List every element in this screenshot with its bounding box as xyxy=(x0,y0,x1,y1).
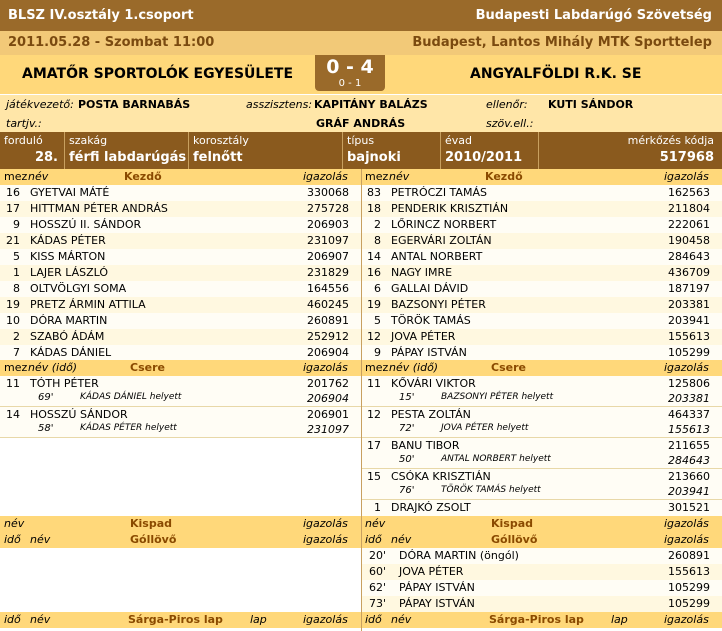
home-starter-row xyxy=(0,329,361,345)
assistant-label: asszisztens: xyxy=(246,98,313,111)
away-starter-row xyxy=(361,217,722,233)
goal-scorer: PÁPAY ISTVÁN xyxy=(399,597,475,610)
szovell-label: szöv.ell.: xyxy=(486,117,534,130)
col-mez: mez xyxy=(365,170,389,183)
assistant2-name: GRÁF ANDRÁS xyxy=(316,117,406,130)
player-name: HOSSZÚ II. SÁNDOR xyxy=(30,218,142,231)
home-starter-row xyxy=(0,249,361,265)
player-id: 203381 xyxy=(668,298,710,311)
col-first: név xyxy=(365,517,386,530)
player-number: 14 xyxy=(367,250,381,263)
player-number: 8 xyxy=(374,234,381,247)
player-number: 8 xyxy=(13,282,20,295)
player-number: 19 xyxy=(367,298,381,311)
title-bar xyxy=(0,0,722,31)
section-title: Sárga-Piros lap xyxy=(489,613,584,626)
player-id: 187197 xyxy=(668,282,710,295)
goal-scorer: DÓRA MARTIN (öngól) xyxy=(399,549,519,562)
player-name: TÓTH PÉTER xyxy=(30,377,99,390)
section-title: Góllövő xyxy=(491,533,538,546)
replaced-id: 155613 xyxy=(668,423,710,436)
column-divider xyxy=(361,169,362,631)
player-name: PRETZ ÁRMIN ATTILA xyxy=(30,298,146,311)
player-id: 222061 xyxy=(668,218,710,231)
col-name-time: név (idő) xyxy=(28,361,78,374)
col-first: idő xyxy=(365,533,382,546)
away-sub-row xyxy=(361,438,722,469)
federation-name: Budapesti Labdarúgó Szövetség xyxy=(475,8,712,23)
replaced-id: 203381 xyxy=(668,392,710,405)
assistant1-name: KAPITÁNY BALÁZS xyxy=(314,98,428,111)
replaced-id: 203941 xyxy=(668,485,710,498)
player-number: 11 xyxy=(367,377,381,390)
round-value: 28. xyxy=(34,150,58,165)
col-id: igazolás xyxy=(303,533,348,546)
player-id: 162563 xyxy=(668,186,710,199)
home-header-row xyxy=(0,169,361,185)
replaced-player: KÁDAS DÁNIEL helyett xyxy=(80,392,182,402)
player-name: GALLAI DÁVID xyxy=(391,282,469,295)
player-id: 275728 xyxy=(307,202,349,215)
info-code xyxy=(538,132,722,169)
player-id: 260891 xyxy=(668,549,710,562)
col-id: igazolás xyxy=(303,361,348,374)
away-header-row xyxy=(361,169,722,185)
replaced-id: 231097 xyxy=(307,423,349,436)
col-id: igazolás xyxy=(664,361,709,374)
away-starter-row xyxy=(361,281,722,297)
col-id: igazolás xyxy=(664,517,709,530)
info-type xyxy=(342,132,440,169)
col-first: név xyxy=(4,517,25,530)
player-name: BANU TIBOR xyxy=(391,439,460,452)
player-id: 206901 xyxy=(307,408,349,421)
player-name: BAZSONYI PÉTER xyxy=(391,298,486,311)
age-label: korosztály xyxy=(193,134,249,147)
away-starter-row xyxy=(361,249,722,265)
player-name: TÖRÖK TAMÁS xyxy=(391,314,471,327)
home-team: AMATŐR SPORTOLÓK EGYESÜLETE xyxy=(22,66,294,82)
col-name: név xyxy=(391,613,412,626)
away-goal-row xyxy=(361,580,722,596)
player-number: 12 xyxy=(367,408,381,421)
player-number: 5 xyxy=(13,250,20,263)
col-name: név xyxy=(28,170,49,183)
player-number: 2 xyxy=(13,330,20,343)
sub-minute: 58' xyxy=(38,423,54,434)
branch-label: szakág xyxy=(69,134,108,147)
player-name: PENDERIK KRISZTIÁN xyxy=(391,202,509,215)
player-name: HOSSZÚ SÁNDOR xyxy=(30,408,128,421)
player-id: 190458 xyxy=(668,234,710,247)
replaced-player: KÁDAS PÉTER helyett xyxy=(80,423,177,433)
player-id: 301521 xyxy=(668,501,710,514)
league-name: BLSZ IV.osztály 1.csoport xyxy=(8,8,194,23)
section-title: Góllövő xyxy=(130,533,177,546)
player-id: 105299 xyxy=(668,597,710,610)
player-name: PETRÓCZI TAMÁS xyxy=(391,186,487,199)
match-info-bar xyxy=(0,132,722,169)
away-sub-row xyxy=(361,376,722,407)
player-id: 203941 xyxy=(668,314,710,327)
col-id: igazolás xyxy=(664,170,709,183)
player-id: 206907 xyxy=(307,250,349,263)
match-venue: Budapest, Lantos Mihály MTK Sporttelep xyxy=(412,35,712,50)
info-season xyxy=(440,132,538,169)
home-starter-row xyxy=(0,313,361,329)
player-id: 155613 xyxy=(668,330,710,343)
col-mez: mez xyxy=(4,170,28,183)
away-goal-row xyxy=(361,564,722,580)
home-starter-row xyxy=(0,297,361,313)
player-id: 164556 xyxy=(307,282,349,295)
player-number: 18 xyxy=(367,202,381,215)
info-branch xyxy=(64,132,188,169)
away-bench-row xyxy=(361,500,722,516)
controller-name: KUTI SÁNDOR xyxy=(548,98,634,111)
away-starter-row xyxy=(361,297,722,313)
player-name: LAJER LÁSZLÓ xyxy=(30,266,109,279)
home-starter-row xyxy=(0,281,361,297)
player-number: 19 xyxy=(6,298,20,311)
player-id: 105299 xyxy=(668,581,710,594)
player-name: NAGY IMRE xyxy=(391,266,453,279)
referee-label: játékvezető: xyxy=(6,98,74,111)
player-name: PESTA ZOLTÁN xyxy=(391,408,471,421)
replaced-player: ANTAL NORBERT helyett xyxy=(441,454,551,464)
away-starter-row xyxy=(361,233,722,249)
away-sub-row xyxy=(361,407,722,438)
home-subs-header xyxy=(0,360,361,376)
col-name: név xyxy=(391,533,412,546)
section-title: Kispad xyxy=(491,517,534,530)
replaced-player: JOVA PÉTER helyett xyxy=(441,423,529,433)
col-name-time: név (idő) xyxy=(389,361,439,374)
player-number: 2 xyxy=(374,218,381,231)
home-starter-row xyxy=(0,201,361,217)
halftime-score: 0 - 1 xyxy=(338,78,362,89)
col-id: igazolás xyxy=(664,613,709,626)
col-mez: mez xyxy=(365,361,389,374)
player-number: 10 xyxy=(6,314,20,327)
col-id: igazolás xyxy=(303,517,348,530)
away-goal-row xyxy=(361,548,722,564)
col-time: idő xyxy=(4,613,21,626)
code-value: 517968 xyxy=(659,150,714,165)
col-name: név xyxy=(30,613,51,626)
away-starter-row xyxy=(361,313,722,329)
player-id: 206903 xyxy=(307,218,349,231)
player-number: 9 xyxy=(374,346,381,359)
player-id: 231829 xyxy=(307,266,349,279)
goal-scorer: JOVA PÉTER xyxy=(399,565,464,578)
type-value: bajnoki xyxy=(347,150,401,165)
sub-minute: 72' xyxy=(399,423,415,434)
away-starter-row xyxy=(361,265,722,281)
type-label: típus xyxy=(347,134,375,147)
away-kispad-header xyxy=(361,516,722,532)
player-number: 11 xyxy=(6,377,20,390)
away-starter-row xyxy=(361,201,722,217)
code-label: mérkőzés kódja xyxy=(627,134,714,147)
sub-minute: 69' xyxy=(38,392,54,403)
player-id: 464337 xyxy=(668,408,710,421)
player-id: 213660 xyxy=(668,470,710,483)
player-number: 16 xyxy=(6,186,20,199)
player-id: 211655 xyxy=(668,439,710,452)
match-datetime: 2011.05.28 - Szombat 11:00 xyxy=(8,35,215,50)
away-starter-row xyxy=(361,329,722,345)
section-title: Csere xyxy=(130,361,165,374)
player-name: EGERVÁRI ZOLTÁN xyxy=(391,234,492,247)
col-id: igazolás xyxy=(664,533,709,546)
home-starter-row xyxy=(0,233,361,249)
section-title: Csere xyxy=(491,361,526,374)
player-number: 14 xyxy=(6,408,20,421)
player-number: 83 xyxy=(367,186,381,199)
player-id: 252912 xyxy=(307,330,349,343)
goal-minute: 73' xyxy=(369,597,387,610)
home-starter-row xyxy=(0,345,361,361)
player-id: 284643 xyxy=(668,250,710,263)
section-title: Kezdő xyxy=(124,170,162,183)
referee-name: POSTA BARNABÁS xyxy=(78,98,191,111)
col-id: igazolás xyxy=(303,170,348,183)
home-starter-row xyxy=(0,265,361,281)
player-number: 16 xyxy=(367,266,381,279)
player-number: 17 xyxy=(367,439,381,452)
player-id: 125806 xyxy=(668,377,710,390)
section-title: Sárga-Piros lap xyxy=(128,613,223,626)
player-name: JOVA PÉTER xyxy=(391,330,456,343)
officials-panel xyxy=(0,95,722,132)
player-name: KÁDAS PÉTER xyxy=(30,234,106,247)
player-id: 155613 xyxy=(668,565,710,578)
player-name: HITTMAN PÉTER ANDRÁS xyxy=(30,202,168,215)
controller-label: ellenőr: xyxy=(486,98,528,111)
player-id: 201762 xyxy=(307,377,349,390)
player-name: DRAJKÓ ZSOLT xyxy=(391,501,471,514)
goal-minute: 60' xyxy=(369,565,387,578)
player-id: 105299 xyxy=(668,346,710,359)
away-cards-header xyxy=(361,612,722,628)
home-sub-row xyxy=(0,376,361,407)
player-id: 460245 xyxy=(307,298,349,311)
away-sub-row xyxy=(361,469,722,500)
player-name: OLTVÖLGYI SOMA xyxy=(30,282,127,295)
season-label: évad xyxy=(445,134,473,147)
player-id: 231097 xyxy=(307,234,349,247)
player-name: DÓRA MARTIN xyxy=(30,314,108,327)
player-name: GYETVAI MÁTÉ xyxy=(30,186,110,199)
player-name: CSÓKA KRISZTIÁN xyxy=(391,470,491,483)
season-value: 2010/2011 xyxy=(445,150,523,165)
section-title: Kezdő xyxy=(485,170,523,183)
player-id: 436709 xyxy=(668,266,710,279)
player-number: 1 xyxy=(374,501,381,514)
away-starter-row xyxy=(361,185,722,201)
replaced-player: TÖRÖK TAMÁS helyett xyxy=(441,485,541,495)
col-name: név xyxy=(30,533,51,546)
home-starter-row xyxy=(0,217,361,233)
player-number: 9 xyxy=(13,218,20,231)
away-starter-row xyxy=(361,345,722,361)
branch-value: férfi labdarúgás xyxy=(69,150,187,165)
player-number: 7 xyxy=(13,346,20,359)
info-age xyxy=(188,132,342,169)
replaced-player: BAZSONYI PÉTER helyett xyxy=(441,392,554,402)
sub-minute: 76' xyxy=(399,485,415,496)
away-gollovo-header xyxy=(361,532,722,548)
round-label: forduló xyxy=(4,134,43,147)
goal-minute: 20' xyxy=(369,549,387,562)
home-cards-header xyxy=(0,612,361,628)
col-time: idő xyxy=(365,613,382,626)
player-id: 211804 xyxy=(668,202,710,215)
player-number: 6 xyxy=(374,282,381,295)
away-team: ANGYALFÖLDI R.K. SE xyxy=(470,66,642,82)
player-name: KÁDAS DÁNIEL xyxy=(30,346,112,359)
player-name: SZABÓ ÁDÁM xyxy=(30,330,105,343)
player-number: 12 xyxy=(367,330,381,343)
col-first: idő xyxy=(4,533,21,546)
section-title: Kispad xyxy=(130,517,173,530)
info-round xyxy=(0,132,64,169)
final-score: 0 - 4 xyxy=(326,56,374,78)
date-bar xyxy=(0,31,722,55)
player-id: 260891 xyxy=(307,314,349,327)
tartjv-label: tartjv.: xyxy=(6,117,42,130)
home-starter-row xyxy=(0,185,361,201)
player-name: ANTAL NORBERT xyxy=(391,250,483,263)
goal-minute: 62' xyxy=(369,581,387,594)
player-id: 330068 xyxy=(307,186,349,199)
replaced-id: 284643 xyxy=(668,454,710,467)
player-number: 21 xyxy=(6,234,20,247)
home-sub-row xyxy=(0,407,361,438)
player-name: KŐVÁRI VIKTOR xyxy=(391,377,476,390)
player-number: 17 xyxy=(6,202,20,215)
score-box xyxy=(315,55,385,91)
sub-minute: 50' xyxy=(399,454,415,465)
age-value: felnőtt xyxy=(193,150,243,165)
home-gollovo-header xyxy=(0,532,361,548)
col-name: név xyxy=(389,170,410,183)
col-id: igazolás xyxy=(303,613,348,626)
goal-scorer: PÁPAY ISTVÁN xyxy=(399,581,475,594)
away-goal-row xyxy=(361,596,722,612)
player-id: 206904 xyxy=(307,346,349,359)
col-card: lap xyxy=(250,613,267,626)
player-number: 1 xyxy=(13,266,20,279)
player-number: 5 xyxy=(374,314,381,327)
home-kispad-header xyxy=(0,516,361,532)
replaced-id: 206904 xyxy=(307,392,349,405)
player-number: 15 xyxy=(367,470,381,483)
player-name: LŐRINCZ NORBERT xyxy=(391,218,497,231)
sub-minute: 15' xyxy=(399,392,415,403)
away-subs-header xyxy=(361,360,722,376)
player-name: PÁPAY ISTVÁN xyxy=(391,346,467,359)
player-name: KISS MÁRTON xyxy=(30,250,106,263)
col-mez: mez xyxy=(4,361,28,374)
col-card: lap xyxy=(611,613,628,626)
